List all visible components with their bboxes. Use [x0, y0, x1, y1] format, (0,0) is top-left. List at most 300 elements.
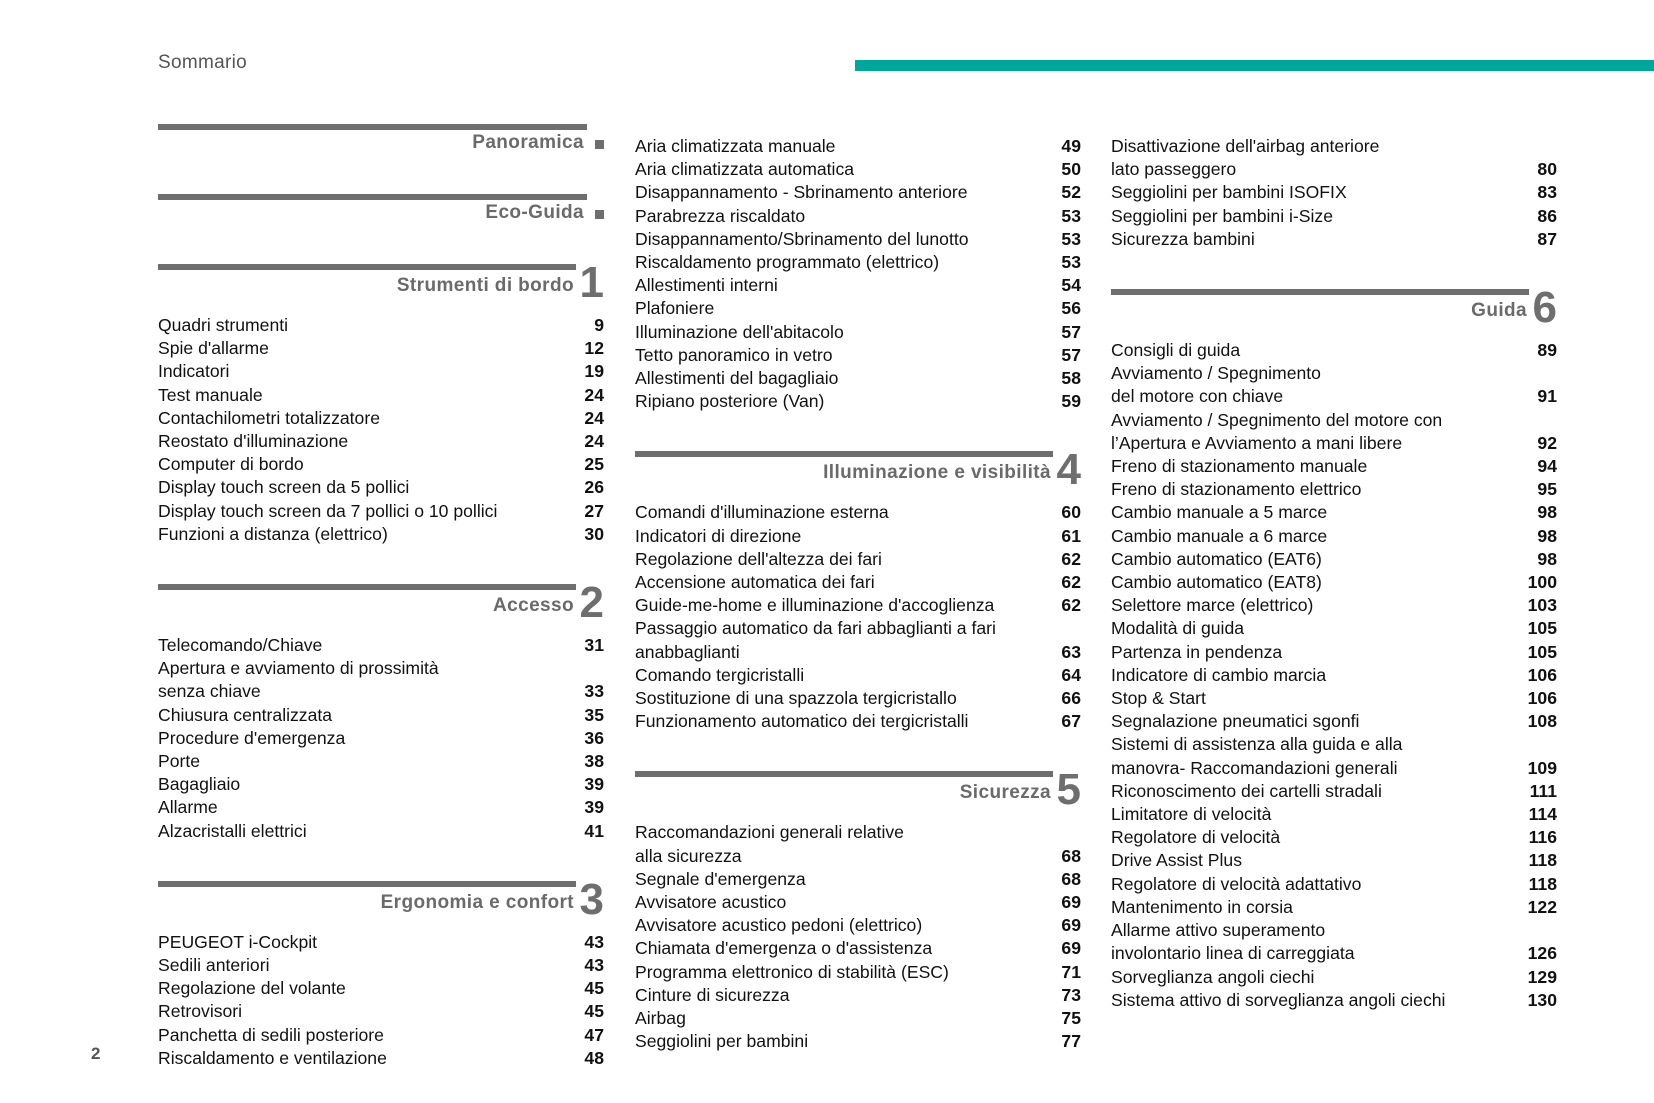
- toc-entry[interactable]: [635, 710, 1081, 733]
- toc-entry-page: 98: [1537, 525, 1557, 546]
- toc-entry[interactable]: [158, 453, 604, 476]
- toc-entry-page: 62: [1061, 595, 1081, 616]
- toc-entry-page: 53: [1061, 228, 1081, 249]
- toc-entry-list: [1111, 135, 1557, 251]
- toc-entry[interactable]: [1111, 919, 1557, 965]
- toc-entry[interactable]: [1111, 135, 1557, 181]
- toc-entry[interactable]: [635, 158, 1081, 181]
- toc-entry-page: 61: [1061, 525, 1081, 546]
- toc-entry[interactable]: [158, 407, 604, 430]
- toc-entry[interactable]: [1111, 826, 1557, 849]
- toc-entry-label: Cambio automatico (EAT8): [1111, 572, 1322, 593]
- toc-entry-label: Illuminazione dell'abitacolo: [635, 321, 844, 342]
- toc-section: [635, 765, 1081, 1053]
- chapter-number: 1: [579, 258, 604, 307]
- toc-column-2: [635, 135, 1081, 1054]
- toc-entry-page: 69: [1061, 938, 1081, 959]
- toc-entry-page: 49: [1061, 136, 1081, 156]
- toc-entry-page: 43: [584, 931, 604, 952]
- toc-entry-page: 27: [584, 500, 604, 521]
- toc-entry-label: Airbag: [635, 1008, 686, 1029]
- toc-entry-page: 45: [584, 978, 604, 999]
- toc-entry-page: 35: [584, 704, 604, 725]
- section-spacer: [1111, 251, 1557, 289]
- toc-entry-label: Test manuale: [158, 384, 263, 405]
- toc-entry[interactable]: [635, 937, 1081, 960]
- toc-entry[interactable]: [1111, 571, 1557, 594]
- toc-entry[interactable]: [158, 1024, 604, 1047]
- toc-entry-page: 100: [1527, 572, 1557, 593]
- toc-entry-label: l’Apertura e Avviamento a mani libere: [1111, 432, 1403, 453]
- toc-section: [1111, 283, 1557, 1012]
- toc-entry-label: Telecomando/Chiave: [158, 635, 323, 656]
- toc-entry[interactable]: [635, 525, 1081, 548]
- toc-entry[interactable]: [635, 251, 1081, 274]
- toc-entry-label: Cambio manuale a 6 marce: [1111, 525, 1328, 546]
- toc-entry-label: Allestimenti interni: [635, 275, 778, 296]
- toc-entry-page: 59: [1061, 391, 1081, 412]
- toc-entry-page: 52: [1061, 182, 1081, 203]
- toc-entry-page: 41: [584, 820, 604, 841]
- toc-entry[interactable]: [158, 954, 604, 977]
- toc-entry-page: 95: [1537, 479, 1557, 500]
- toc-entry-page: 39: [584, 797, 604, 818]
- section-header[interactable]: [158, 874, 604, 931]
- toc-entry-page: 33: [584, 681, 604, 702]
- toc-entry[interactable]: [635, 961, 1081, 984]
- toc-entry[interactable]: [158, 931, 604, 954]
- toc-entry-page: 54: [1061, 275, 1081, 296]
- section-title[interactable]: Sicurezza: [959, 782, 1051, 804]
- section-spacer: [158, 546, 604, 584]
- toc-entry[interactable]: [1111, 873, 1557, 896]
- toc-entry[interactable]: [635, 297, 1081, 320]
- section-spacer: [635, 413, 1081, 451]
- toc-entry-label: Riscaldamento e ventilazione: [158, 1047, 387, 1068]
- section-header[interactable]: [635, 445, 1081, 501]
- toc-entry-page: 98: [1537, 502, 1557, 523]
- toc-entry-page: 105: [1527, 641, 1557, 662]
- toc-entry-page: 80: [1537, 159, 1557, 180]
- toc-entry-label: Plafoniere: [635, 298, 715, 319]
- toc-entry[interactable]: [635, 868, 1081, 891]
- toc-section: [1111, 135, 1557, 251]
- toc-entry-label: Cinture di sicurezza: [635, 984, 790, 1005]
- section-divider: [158, 881, 576, 887]
- section-spacer: [158, 843, 604, 881]
- toc-entry[interactable]: [1111, 710, 1557, 733]
- toc-entry-page: 48: [584, 1047, 604, 1068]
- page-title: Sommario: [158, 52, 247, 73]
- toc-entry-label: Bagagliaio: [158, 774, 241, 795]
- toc-entry-page: 89: [1537, 340, 1557, 361]
- toc-entry-label: anabbaglianti: [635, 641, 740, 662]
- section-header[interactable]: [635, 765, 1081, 821]
- toc-entry-label: Sostituzione di una spazzola tergicristallo: [635, 688, 957, 709]
- toc-entry-label: Accensione automatica dei fari: [635, 572, 875, 593]
- toc-entry[interactable]: [1111, 617, 1557, 640]
- toc-entry-label: involontario linea di carreggiata: [1111, 943, 1355, 964]
- toc-entry-label: Parabrezza riscaldato: [635, 205, 806, 226]
- toc-entry[interactable]: [1111, 989, 1557, 1012]
- toc-entry-label: manovra- Raccomandazioni generali: [1111, 757, 1398, 778]
- toc-entry-page: 53: [1061, 205, 1081, 226]
- toc-column-1: [158, 124, 604, 1070]
- toc-entry[interactable]: [1111, 548, 1557, 571]
- toc-entry-page: 68: [1061, 868, 1081, 889]
- toc-entry-label: Disattivazione dell'airbag anteriore: [1111, 136, 1380, 156]
- toc-section: [158, 194, 604, 244]
- toc-entry[interactable]: [635, 135, 1081, 158]
- chapter-number: 6: [1532, 283, 1557, 333]
- toc-entry-label: Seggiolini per bambini i-Size: [1111, 205, 1333, 226]
- toc-entry-label: Computer di bordo: [158, 454, 304, 475]
- toc-entry-page: 62: [1061, 572, 1081, 593]
- toc-entry[interactable]: [635, 344, 1081, 367]
- toc-entry[interactable]: [635, 571, 1081, 594]
- toc-entry-label: Avviamento / Spegnimento: [1111, 363, 1321, 384]
- toc-entry-page: 118: [1528, 850, 1557, 871]
- square-bullet-icon: [595, 210, 604, 219]
- toc-entry-page: 30: [584, 523, 604, 544]
- toc-section: [635, 445, 1081, 733]
- toc-entry-page: 58: [1061, 368, 1081, 389]
- toc-entry[interactable]: [1111, 966, 1557, 989]
- toc-entry-label: Segnale d'emergenza: [635, 868, 806, 889]
- toc-entry[interactable]: [635, 205, 1081, 228]
- toc-entry[interactable]: [1111, 525, 1557, 548]
- toc-entry-page: 87: [1537, 228, 1557, 249]
- section-title[interactable]: Illuminazione e visibilità: [823, 462, 1051, 484]
- toc-entry[interactable]: [158, 1047, 604, 1070]
- toc-entry-label: Allarme attivo superamento: [1111, 920, 1326, 941]
- toc-entry-label: Contachilometri totalizzatore: [158, 407, 380, 428]
- toc-section: [158, 124, 604, 174]
- toc-entry[interactable]: [158, 1000, 604, 1023]
- toc-entry[interactable]: [1111, 205, 1557, 228]
- toc-entry-page: 69: [1061, 892, 1081, 913]
- section-divider: [158, 124, 587, 130]
- section-header[interactable]: [158, 258, 604, 314]
- toc-entry[interactable]: [1111, 780, 1557, 803]
- toc-entry-page: 105: [1527, 618, 1557, 639]
- square-bullet-icon: [595, 140, 604, 149]
- toc-entry-label: Consigli di guida: [1111, 340, 1241, 361]
- toc-entry-label: Avvisatore acustico pedoni (elettrico): [635, 915, 923, 936]
- toc-entry[interactable]: [158, 384, 604, 407]
- toc-entry-label: Programma elettronico di stabilità (ESC): [635, 961, 949, 982]
- toc-entry[interactable]: [1111, 362, 1557, 408]
- section-divider: [635, 771, 1053, 777]
- toc-entry-page: 67: [1061, 711, 1081, 732]
- toc-entry[interactable]: [158, 634, 604, 657]
- toc-entry-label: Regolazione dell'altezza dei fari: [635, 548, 882, 569]
- toc-entry-label: Regolatore di velocità: [1111, 827, 1281, 848]
- toc-entry-label: Comandi d'illuminazione esterna: [635, 502, 889, 523]
- toc-entry[interactable]: [158, 773, 604, 796]
- toc-entry-label: Quadri strumenti: [158, 315, 289, 335]
- toc-entry[interactable]: [158, 796, 604, 819]
- chapter-number: 4: [1056, 445, 1081, 495]
- toc-entry-list: [1111, 339, 1557, 1012]
- toc-entry-page: 60: [1061, 502, 1081, 523]
- toc-entry[interactable]: [158, 476, 604, 499]
- toc-entry-label: lato passeggero: [1111, 159, 1237, 180]
- toc-entry[interactable]: [635, 594, 1081, 617]
- toc-entry-page: 69: [1061, 915, 1081, 936]
- toc-entry-page: 43: [584, 955, 604, 976]
- section-divider: [158, 584, 576, 590]
- toc-entry-page: 38: [584, 751, 604, 772]
- toc-entry[interactable]: [635, 1007, 1081, 1030]
- toc-entry-label: Disappannamento - Sbrinamento anteriore: [635, 182, 968, 203]
- toc-entry-page: 62: [1061, 548, 1081, 569]
- toc-entry-label: Regolatore di velocità adattativo: [1111, 873, 1362, 894]
- toc-entry-label: Comando tergicristalli: [635, 664, 805, 685]
- toc-entry-label: Indicatori: [158, 361, 230, 382]
- toc-entry[interactable]: [1111, 664, 1557, 687]
- toc-entry-page: 92: [1537, 432, 1557, 453]
- toc-entry-label: Sedili anteriori: [158, 955, 270, 976]
- toc-entry-list: [158, 931, 604, 1070]
- toc-entry-label: Segnalazione pneumatici sgonfi: [1111, 711, 1360, 732]
- toc-entry-label: Retrovisori: [158, 1001, 243, 1022]
- toc-entry-label: Panchetta di sedili posteriore: [158, 1024, 384, 1045]
- toc-entry-label: Ripiano posteriore (Van): [635, 391, 825, 412]
- toc-entry[interactable]: [1111, 339, 1557, 362]
- toc-entry-label: Chiamata d'emergenza o d'assistenza: [635, 938, 933, 959]
- toc-entry-label: Funzionamento automatico dei tergicristalli: [635, 711, 969, 732]
- toc-entry-label: Spie d'allarme: [158, 338, 269, 359]
- toc-entry-page: 39: [584, 774, 604, 795]
- section-title[interactable]: Strumenti di bordo: [396, 275, 574, 296]
- toc-entry[interactable]: [635, 891, 1081, 914]
- toc-entry[interactable]: [1111, 641, 1557, 664]
- section-title[interactable]: Ergonomia e confort: [380, 891, 574, 913]
- toc-entry[interactable]: [1111, 687, 1557, 710]
- toc-entry[interactable]: [1111, 228, 1557, 251]
- toc-entry[interactable]: [158, 657, 604, 703]
- toc-entry-label: Allarme: [158, 797, 218, 818]
- toc-entry-label: Alzacristalli elettrici: [158, 820, 307, 841]
- toc-entry[interactable]: [158, 500, 604, 523]
- toc-entry[interactable]: [1111, 478, 1557, 501]
- toc-entry-label: Avviamento / Spegnimento del motore con: [1111, 409, 1443, 430]
- toc-entry-page: 114: [1528, 804, 1557, 825]
- toc-entry[interactable]: [635, 664, 1081, 687]
- toc-entry-label: Regolazione del volante: [158, 978, 346, 999]
- toc-entry-page: 57: [1061, 344, 1081, 365]
- toc-entry-page: 106: [1527, 664, 1557, 685]
- toc-entry-label: alla sicurezza: [635, 845, 742, 866]
- toc-entry[interactable]: [635, 1030, 1081, 1053]
- toc-entry-label: Sistemi di assistenza alla guida e alla: [1111, 734, 1403, 755]
- section-divider: [635, 451, 1053, 457]
- toc-entry-page: 94: [1537, 456, 1557, 477]
- toc-entry-label: Seggiolini per bambini: [635, 1031, 809, 1052]
- toc-entry-page: 63: [1061, 641, 1081, 662]
- toc-entry-list: [635, 135, 1081, 413]
- section-spacer: [158, 174, 604, 194]
- toc-entry-page: 111: [1529, 780, 1557, 801]
- toc-entry-page: 122: [1527, 896, 1557, 917]
- chapter-number: 3: [579, 874, 604, 924]
- section-title[interactable]: Eco-Guida: [485, 202, 584, 223]
- toc-entry[interactable]: [158, 977, 604, 1000]
- toc-entry-label: Cambio automatico (EAT6): [1111, 548, 1322, 569]
- toc-entry-label: Indicatore di cambio marcia: [1111, 664, 1327, 685]
- toc-entry-page: 108: [1527, 711, 1557, 732]
- toc-entry-label: Aria climatizzata automatica: [635, 159, 855, 180]
- toc-entry[interactable]: [1111, 501, 1557, 524]
- toc-entry-label: Apertura e avviamento di prossimità: [158, 658, 439, 679]
- toc-entry-page: 77: [1061, 1031, 1081, 1052]
- toc-entry-page: 71: [1061, 961, 1081, 982]
- toc-entry-label: Display touch screen da 7 pollici o 10 pollici: [158, 500, 498, 521]
- toc-entry-page: 25: [584, 454, 604, 475]
- toc-entry[interactable]: [1111, 733, 1557, 779]
- toc-entry[interactable]: [158, 750, 604, 773]
- toc-entry[interactable]: [635, 501, 1081, 524]
- toc-entry[interactable]: [158, 704, 604, 727]
- toc-entry[interactable]: [1111, 803, 1557, 826]
- toc-entry[interactable]: [1111, 409, 1557, 455]
- toc-entry-label: Allestimenti del bagagliaio: [635, 368, 839, 389]
- toc-entry[interactable]: [635, 228, 1081, 251]
- toc-entry-page: 19: [584, 361, 604, 382]
- toc-entry-label: Sistema attivo di sorveglianza angoli ciechi: [1111, 989, 1446, 1010]
- toc-entry-page: 56: [1061, 298, 1081, 319]
- toc-entry-label: Funzioni a distanza (elettrico): [158, 523, 388, 544]
- toc-entry-list: [635, 501, 1081, 733]
- toc-entry-label: Riscaldamento programmato (elettrico): [635, 252, 940, 273]
- toc-entry-page: 73: [1061, 984, 1081, 1005]
- toc-entry-list: [158, 314, 604, 546]
- toc-entry-list: [635, 821, 1081, 1053]
- toc-entry-page: 26: [584, 477, 604, 498]
- toc-entry[interactable]: [1111, 594, 1557, 617]
- chapter-number: 5: [1056, 765, 1081, 815]
- toc-entry-page: 57: [1061, 321, 1081, 342]
- toc-entry[interactable]: [1111, 181, 1557, 204]
- toc-entry[interactable]: [635, 548, 1081, 571]
- section-title[interactable]: Guida: [1471, 300, 1527, 322]
- toc-entry[interactable]: [158, 727, 604, 750]
- toc-entry[interactable]: [158, 820, 604, 843]
- toc-entry-page: 24: [584, 407, 604, 428]
- toc-entry[interactable]: [158, 430, 604, 453]
- toc-entry[interactable]: [1111, 896, 1557, 919]
- toc-section: [158, 874, 604, 1070]
- toc-entry[interactable]: [635, 367, 1081, 390]
- toc-entry-label: Modalità di guida: [1111, 618, 1245, 639]
- toc-entry[interactable]: [635, 617, 1081, 663]
- chapter-number: 2: [579, 578, 604, 628]
- toc-entry[interactable]: [635, 821, 1081, 867]
- toc-entry-page: 126: [1527, 943, 1557, 964]
- section-title[interactable]: Panoramica: [472, 132, 584, 153]
- toc-entry-label: Riconoscimento dei cartelli stradali: [1111, 780, 1382, 801]
- toc-entry-label: Cambio manuale a 5 marce: [1111, 502, 1328, 523]
- toc-entry[interactable]: [1111, 849, 1557, 872]
- toc-entry-page: 109: [1527, 757, 1557, 778]
- section-spacer: [158, 244, 604, 264]
- toc-entry-page: 31: [584, 635, 604, 656]
- toc-entry-page: 66: [1061, 688, 1081, 709]
- toc-entry[interactable]: [1111, 455, 1557, 478]
- toc-section: [158, 578, 604, 843]
- toc-entry[interactable]: [158, 314, 604, 337]
- toc-entry-label: Indicatori di direzione: [635, 525, 802, 546]
- toc-entry[interactable]: [158, 360, 604, 383]
- toc-entry-label: Sicurezza bambini: [1111, 228, 1255, 249]
- toc-entry-page: 118: [1528, 873, 1557, 894]
- toc-entry-label: Mantenimento in corsia: [1111, 896, 1293, 917]
- toc-entry-page: 24: [584, 431, 604, 452]
- toc-entry-label: Stop & Start: [1111, 688, 1206, 709]
- toc-entry-label: Display touch screen da 5 pollici: [158, 477, 410, 498]
- toc-entry-label: Reostato d'illuminazione: [158, 431, 349, 452]
- toc-entry-page: 47: [584, 1024, 604, 1045]
- section-divider: [158, 264, 576, 270]
- section-header[interactable]: [158, 124, 604, 174]
- toc-entry-label: Freno di stazionamento elettrico: [1111, 479, 1362, 500]
- section-header[interactable]: [158, 194, 604, 244]
- toc-entry-label: Drive Assist Plus: [1111, 850, 1243, 871]
- toc-entry-page: 83: [1537, 182, 1557, 203]
- toc-entry-page: 98: [1537, 548, 1557, 569]
- toc-entry-label: Disappannamento/Sbrinamento del lunotto: [635, 228, 969, 249]
- toc-entry[interactable]: [158, 337, 604, 360]
- toc-entry-page: 64: [1061, 664, 1081, 685]
- toc-entry[interactable]: [635, 687, 1081, 710]
- toc-entry[interactable]: [635, 390, 1081, 413]
- toc-entry-page: 129: [1527, 966, 1557, 987]
- section-title[interactable]: Accesso: [493, 595, 574, 617]
- toc-entry-label: del motore con chiave: [1111, 386, 1284, 407]
- toc-entry-label: Partenza in pendenza: [1111, 641, 1283, 662]
- section-spacer: [635, 733, 1081, 771]
- toc-entry-page: 130: [1527, 989, 1557, 1010]
- toc-entry[interactable]: [635, 984, 1081, 1007]
- toc-entry-label: Limitatore di velocità: [1111, 804, 1272, 825]
- toc-entry[interactable]: [635, 274, 1081, 297]
- toc-entry-page: 53: [1061, 252, 1081, 273]
- toc-entry[interactable]: [635, 914, 1081, 937]
- toc-entry-page: 75: [1061, 1008, 1081, 1029]
- section-header[interactable]: [1111, 283, 1557, 339]
- toc-entry-page: 9: [594, 315, 604, 335]
- toc-entry-label: Avvisatore acustico: [635, 892, 787, 913]
- toc-entry-label: Aria climatizzata manuale: [635, 136, 836, 156]
- toc-entry-page: 103: [1527, 595, 1557, 616]
- section-divider: [158, 194, 587, 200]
- toc-entry-label: Seggiolini per bambini ISOFIX: [1111, 182, 1347, 203]
- toc-entry-label: Procedure d'emergenza: [158, 727, 346, 748]
- toc-entry-page: 91: [1537, 386, 1557, 407]
- header-accent-bar: [855, 60, 1654, 71]
- toc-entry[interactable]: [158, 523, 604, 546]
- toc-entry-label: Guide-me-home e illuminazione d'accoglienza: [635, 595, 995, 616]
- toc-entry-label: senza chiave: [158, 681, 261, 702]
- toc-section: [158, 258, 604, 546]
- toc-entry-page: 116: [1528, 827, 1557, 848]
- section-header[interactable]: [158, 578, 604, 634]
- toc-entry[interactable]: [635, 181, 1081, 204]
- toc-entry[interactable]: [635, 321, 1081, 344]
- toc-column-3: [1111, 135, 1557, 1012]
- toc-entry-page: 45: [584, 1001, 604, 1022]
